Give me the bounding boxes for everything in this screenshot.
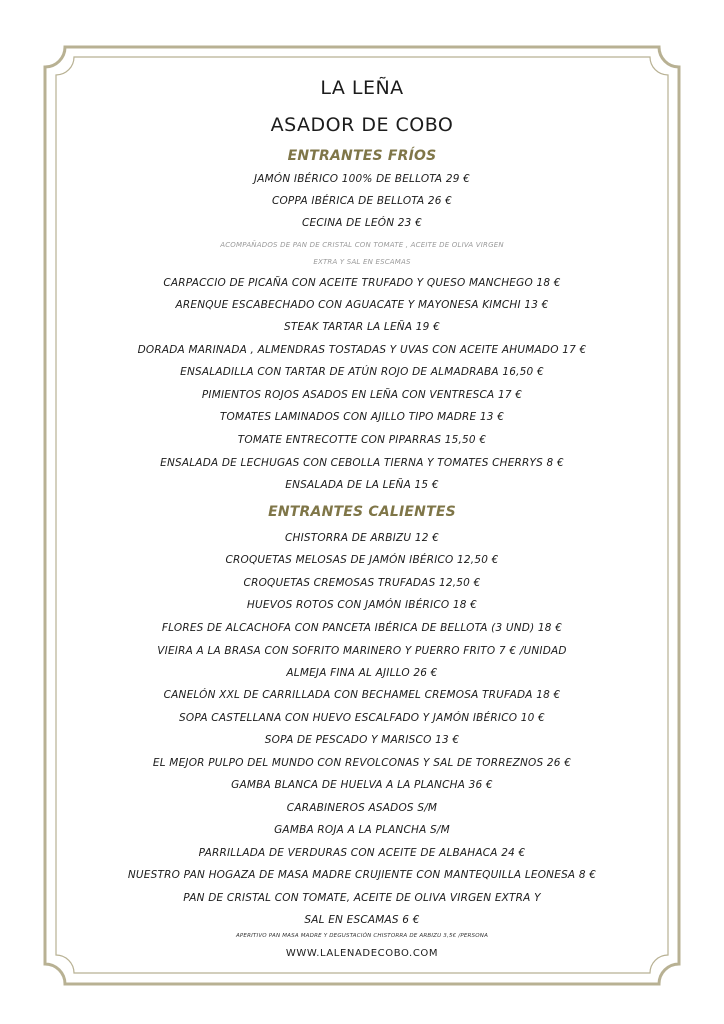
- menu-item: PIMIENTOS ROJOS ASADOS EN LEÑA CON VENTRESCA 17 €: [201, 389, 523, 401]
- menu-item: SOPA DE PESCADO Y MARISCO 13 €: [264, 734, 460, 746]
- restaurant-name: LA LEÑA: [320, 77, 404, 99]
- menu-item: GAMBA ROJA A LA PLANCHA S/M: [274, 824, 450, 836]
- menu-item: EL MEJOR PULPO DEL MUNDO CON REVOLCONAS Y SAL DE TORREZNOS 26 €: [152, 757, 572, 769]
- menu-item: PARRILLADA DE VERDURAS CON ACEITE DE ALBAHACA 24 €: [198, 847, 526, 859]
- menu-item: COPPA IBÉRICA DE BELLOTA 26 €: [271, 195, 453, 207]
- menu-item: VIEIRA A LA BRASA CON SOFRITO MARINERO Y PUERRO FRITO 7 € /UNIDAD: [157, 645, 567, 657]
- section-heading-calientes: ENTRANTES CALIENTES: [268, 504, 456, 520]
- menu-item: JAMÓN IBÉRICO 100% DE BELLOTA 29 €: [253, 173, 471, 185]
- menu-item: CANELÓN XXL DE CARRILLADA CON BECHAMEL CREMOSA TRUFADA 18 €: [163, 689, 561, 701]
- menu-item: ALMEJA FINA AL AJILLO 26 €: [286, 667, 438, 679]
- menu-item: PAN DE CRISTAL CON TOMATE, ACEITE DE OLIVA VIRGEN EXTRA Y: [183, 892, 541, 904]
- menu-item: TOMATE ENTRECOTTE CON PIPARRAS 15,50 €: [237, 434, 487, 446]
- section-heading-frios: ENTRANTES FRÍOS: [287, 148, 437, 164]
- menu-item: CROQUETAS CREMOSAS TRUFADAS 12,50 €: [243, 577, 481, 589]
- menu-item: DORADA MARINADA , ALMENDRAS TOSTADAS Y UVAS CON ACEITE AHUMADO 17 €: [137, 344, 587, 356]
- menu-item: CARABINEROS ASADOS S/M: [286, 802, 438, 814]
- menu-item: CROQUETAS MELOSAS DE JAMÓN IBÉRICO 12,50 €: [225, 554, 499, 566]
- website-link[interactable]: WWW.LALENADECOBO.COM: [285, 948, 439, 959]
- menu-item: SAL EN ESCAMAS 6 €: [304, 914, 420, 926]
- menu-item: SOPA CASTELLANA CON HUEVO ESCALFADO Y JAMÓN IBÉRICO 10 €: [179, 712, 545, 724]
- menu-note: EXTRA Y SAL EN ESCAMAS: [313, 258, 411, 266]
- menu-item: CECINA DE LEÓN 23 €: [302, 217, 422, 229]
- menu-item: FLORES DE ALCACHOFA CON PANCETA IBÉRICA DE BELLOTA (3 UND) 18 €: [161, 622, 563, 634]
- menu-item: ENSALADA DE LA LEÑA 15 €: [285, 479, 439, 491]
- menu-item: HUEVOS ROTOS CON JAMÓN IBÉRICO 18 €: [246, 599, 478, 611]
- menu-item: CHISTORRA DE ARBIZU 12 €: [284, 532, 439, 544]
- menu-item: ARENQUE ESCABECHADO CON AGUACATE Y MAYONESA KIMCHI 13 €: [175, 299, 549, 311]
- aperitivo-note: APERITIVO PAN MASA MADRE Y DEGUSTACIÓN CHISTORRA DE ARBIZU 3,5€ /PERSONA: [235, 933, 489, 939]
- menu-item: GAMBA BLANCA DE HUELVA A LA PLANCHA 36 €: [231, 779, 493, 791]
- menu-item: NUESTRO PAN HOGAZA DE MASA MADRE CRUJIENTE CON MANTEQUILLA LEONESA 8 €: [127, 869, 597, 881]
- menu-item: ENSALADILLA CON TARTAR DE ATÚN ROJO DE ALMADRABA 16,50 €: [180, 366, 544, 378]
- menu-item: TOMATES LAMINADOS CON AJILLO TIPO MADRE 13 €: [219, 411, 505, 423]
- menu-note: ACOMPAÑADOS DE PAN DE CRISTAL CON TOMATE , ACEITE DE OLIVA VIRGEN: [220, 241, 504, 249]
- menu-item: ENSALADA DE LECHUGAS CON CEBOLLA TIERNA Y TOMATES CHERRYS 8 €: [160, 457, 564, 469]
- menu-item: STEAK TARTAR LA LEÑA 19 €: [284, 321, 440, 333]
- menu-item: CARPACCIO DE PICAÑA CON ACEITE TRUFADO Y QUESO MANCHEGO 18 €: [163, 277, 561, 289]
- restaurant-subtitle: ASADOR DE COBO: [270, 114, 454, 136]
